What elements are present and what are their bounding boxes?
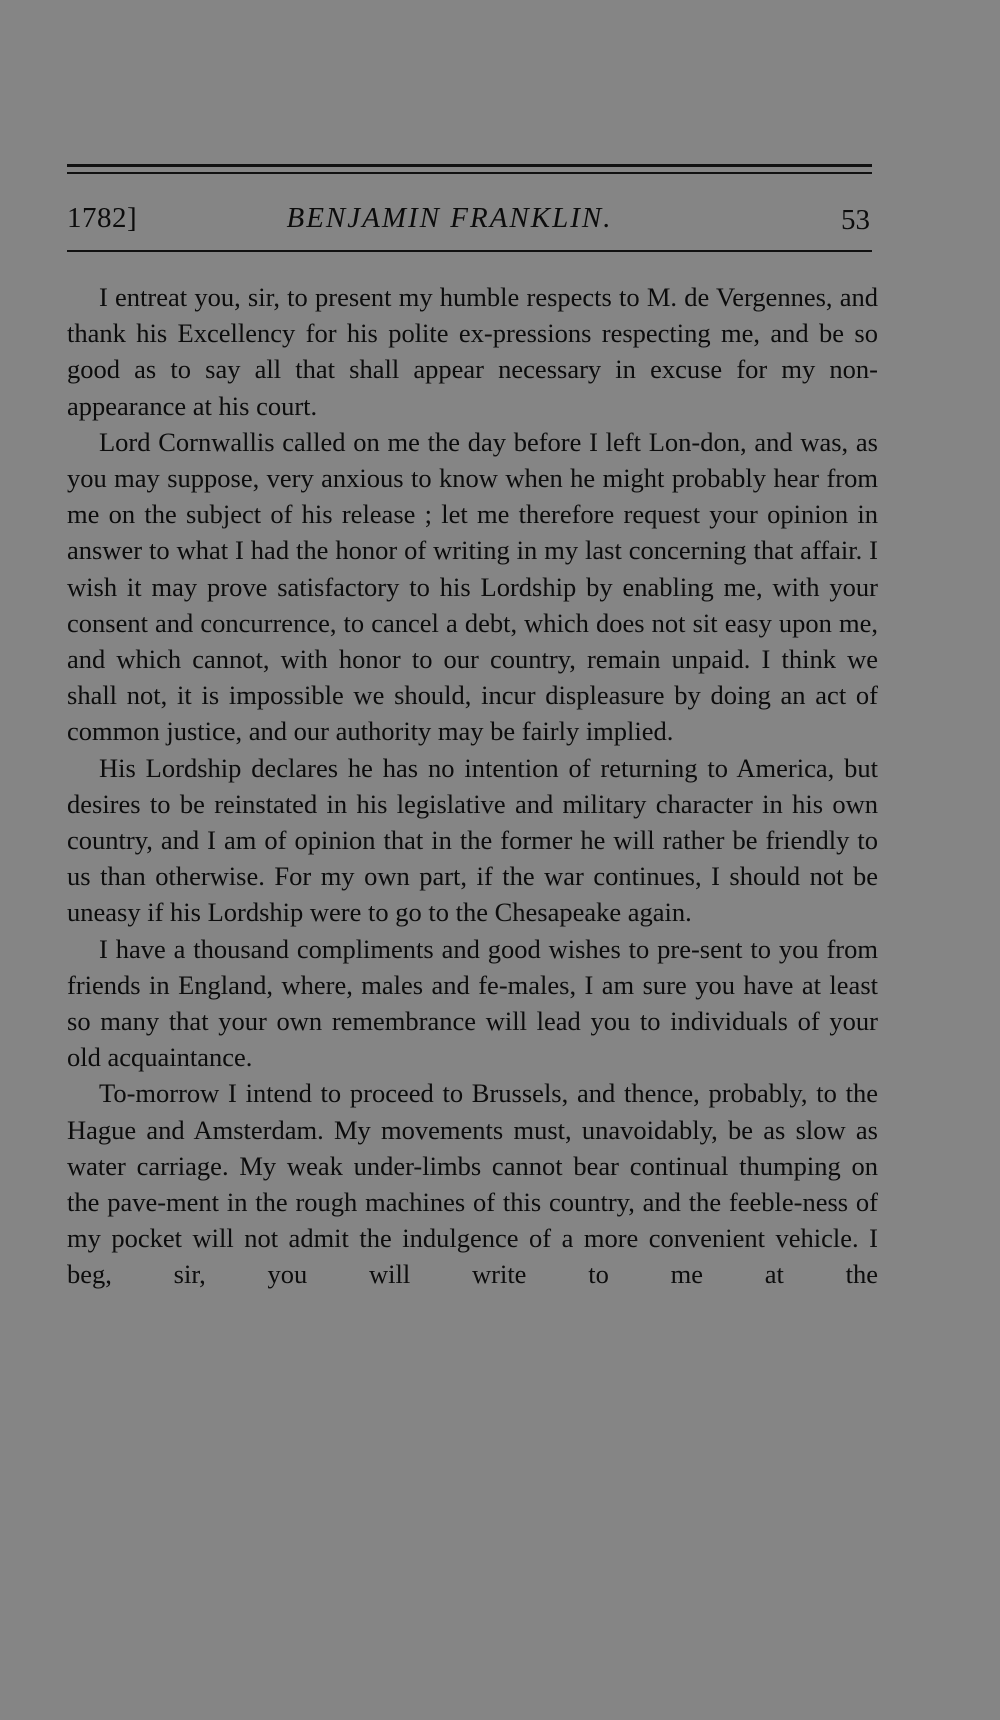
top-rule-thick [67,164,872,167]
paragraph-5: To-morrow I intend to proceed to Brussels, and thence, probably, to the Hague and Amsterdam. My movements must, unavoidably, be as slow as water carriage. My weak under-limbs cannot bear continual thumping on the pave-ment in the rough machines of this country, and the feeble-ness of my pocket will not admit the indulgence of a more convenient vehicle. I beg, sir, you will write to me at the [67,1078,878,1290]
top-rule-thin [67,172,872,174]
page-number: 53 [841,204,870,236]
paragraph-2: Lord Cornwallis called on me the day before I left Lon-don, and was, as you may suppose, very anxious to know when he might probably hear from me on the subject of his release ; let me therefore request your opinion in answer to what I had the honor of writing in my last concerning that affair. I wish it may prove satisfactory to his Lordship by enabling me, with your consent and concurrence, to cancel a debt, which does not sit easy upon me, and which cannot, with honor to our country, remain unpaid. I think we shall not, it is impossible we should, incur displeasure by doing an act of common justice, and our authority may be fairly implied. [67,426,878,747]
header-rule [67,250,872,252]
paragraph-1: I entreat you, sir, to present my humble respects to M. de Vergennes, and thank his Excellency for his polite ex-pressions respecting me, and be so good as to say all that shall appear necessary in excuse for my non-appearance at his court. [67,282,878,421]
body-text [67,279,878,1293]
header-title: BENJAMIN FRANKLIN. [286,202,613,234]
running-header [67,198,872,238]
header-year: 1782] [67,202,138,234]
paragraph-3: His Lordship declares he has no intention of returning to America, but desires to be reinstated in his legislative and military character in his own country, and I am of opinion that in the former he will rather be friendly to us than otherwise. For my own part, if the war continues, I should not be uneasy if his Lordship were to go to the Chesapeake again. [67,752,878,928]
paragraph-4: I have a thousand compliments and good wishes to pre-sent to you from friends in England, where, males and fe-males, I am sure you have at least so many that your own remembrance will lead you to individuals of your old acquaintance. [67,933,878,1073]
